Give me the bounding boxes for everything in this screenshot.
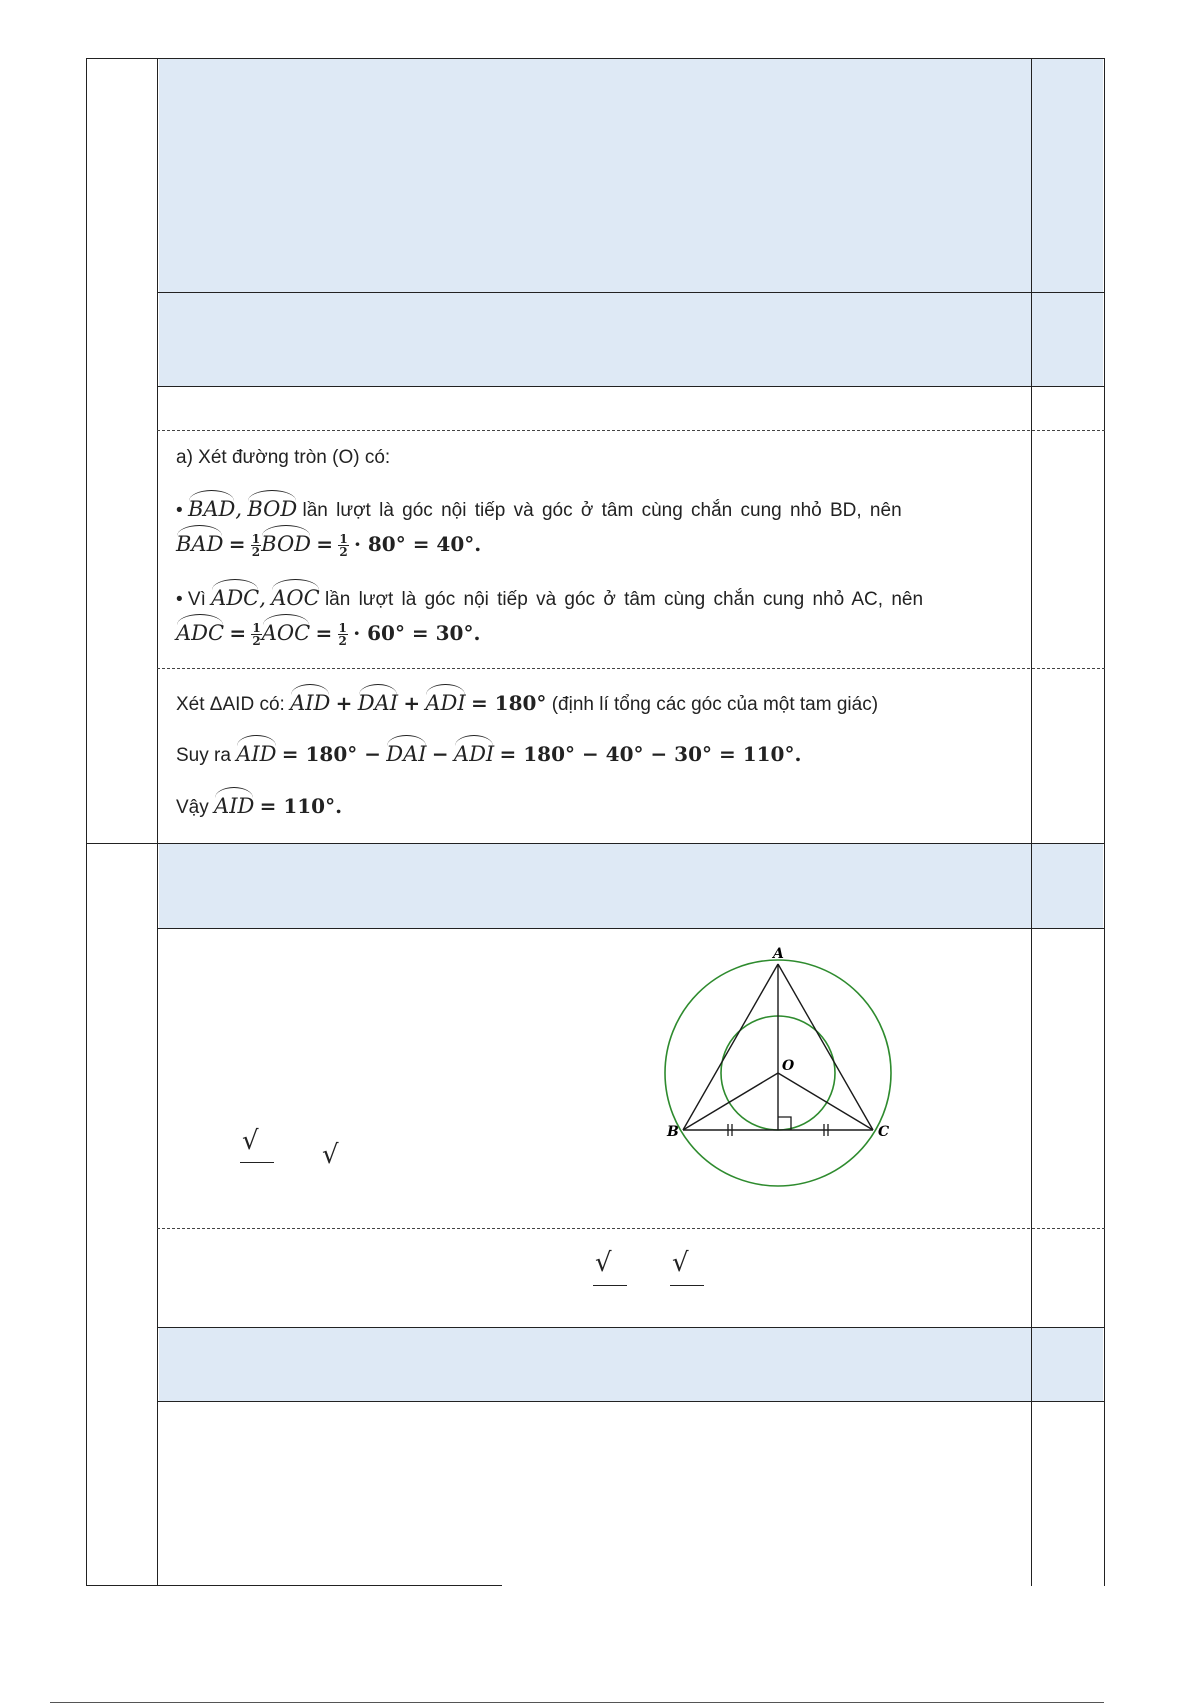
- angle-aid: AID: [236, 742, 277, 766]
- section-a-bullet-2: [176, 586, 923, 612]
- sqrt-symbol: √: [322, 1140, 339, 1170]
- separator: ,: [259, 586, 266, 610]
- section-a-equation-1: [176, 532, 481, 558]
- angle-bod: BOD: [247, 497, 298, 521]
- label-a: A: [773, 946, 784, 962]
- separator: ,: [235, 497, 243, 521]
- angle-adc: ADC: [176, 621, 225, 645]
- angle-bad: BAD: [187, 497, 236, 521]
- line-3-result: = 110°.: [259, 794, 343, 818]
- angle-aoc: AOC: [261, 621, 311, 645]
- fraction-half: $\frac{1}{2}$: [251, 532, 261, 560]
- row-blue-3: [159, 844, 1103, 928]
- label-c: C: [878, 1124, 890, 1140]
- row-divider-dashed: [157, 668, 1105, 669]
- radical-fraction: [670, 1250, 704, 1286]
- fraction-half: $\frac{1}{2}$: [338, 621, 347, 649]
- geometry-figure: [640, 940, 900, 1200]
- row-divider: [86, 843, 1105, 844]
- section-b-line-1: [176, 691, 878, 717]
- plus-sign: +: [335, 691, 353, 715]
- section-b-line-2: [176, 742, 801, 768]
- sqrt-symbol: √: [242, 1126, 259, 1156]
- angle-adi: ADI: [453, 742, 495, 766]
- row-divider: [157, 1401, 1105, 1402]
- row-divider: [157, 928, 1105, 929]
- angle-adi: ADI: [425, 691, 466, 715]
- segment-oc: [778, 1073, 873, 1130]
- row-divider: [157, 386, 1105, 387]
- label-b: B: [667, 1124, 679, 1140]
- bullet: •: [176, 500, 183, 521]
- equals-sign: =: [228, 532, 246, 556]
- row-divider: [157, 292, 1105, 293]
- plus-sign: +: [403, 691, 421, 715]
- sqrt-symbol: √: [595, 1248, 612, 1278]
- table-border-left: [86, 58, 87, 1586]
- angle-aid: AID: [214, 794, 255, 818]
- section-b-line-3: [176, 794, 342, 820]
- line-2-eq: = 180° −: [281, 742, 381, 766]
- equals-sign: =: [315, 621, 333, 645]
- angle-dai: DAI: [357, 691, 399, 715]
- equals-sign: =: [316, 532, 334, 556]
- angle-dai: DAI: [386, 742, 427, 766]
- line-1-prefix: Xét ΔAID có:: [176, 694, 285, 715]
- radical-fraction: [240, 1128, 274, 1164]
- row-blue-1: [159, 58, 1103, 292]
- bullet-1-text: lần lượt là góc nội tiếp và góc ở tâm cùng chắn cung nhỏ BD, nên: [302, 500, 902, 521]
- equation-2-result: · 60° = 30°.: [353, 621, 481, 645]
- row-divider-dashed: [157, 430, 1105, 431]
- table-column-divider-1: [157, 58, 158, 1586]
- table-column-divider-2: [1031, 58, 1032, 1586]
- line-2-prefix: Suy ra: [176, 745, 231, 766]
- equation-1-result: · 80° = 40°.: [353, 532, 482, 556]
- row-divider: [157, 1327, 1105, 1328]
- right-angle-mark: [778, 1117, 791, 1130]
- angle-bod: BOD: [261, 532, 311, 556]
- angle-aid: AID: [290, 691, 331, 715]
- section-a-equation-2: [176, 621, 480, 647]
- section-a-bullet-1: [176, 497, 972, 523]
- section-a-intro: a) Xét đường tròn (O) có:: [176, 447, 391, 468]
- line-1-note: (định lí tổng các góc của một tam giác): [551, 694, 879, 715]
- radical: [322, 1140, 339, 1170]
- row-blue-2: [159, 292, 1103, 386]
- row-blue-4: [159, 1327, 1103, 1401]
- fraction-half: $\frac{1}{2}$: [252, 621, 261, 649]
- angle-bad: BAD: [176, 532, 224, 556]
- angle-adc: ADC: [211, 586, 260, 610]
- row-divider-dashed: [157, 1228, 1105, 1229]
- bullet-2-text: lần lượt là góc nội tiếp và góc ở tâm cùng chắn cung nhỏ AC, nên: [324, 589, 924, 610]
- minus-sign: −: [431, 742, 449, 766]
- segment-ob: [683, 1073, 778, 1130]
- table-border-top: [86, 58, 1105, 59]
- fraction-half: $\frac{1}{2}$: [339, 532, 348, 560]
- line-3-prefix: Vậy: [176, 797, 209, 818]
- bullet-2-prefix: • Vì: [176, 589, 206, 610]
- table-border-bottom-left: [86, 1585, 502, 1586]
- label-o: O: [782, 1058, 795, 1074]
- line-1-equals: = 180°: [470, 691, 547, 715]
- line-2-result: = 180° − 40° − 30° = 110°.: [499, 742, 802, 766]
- sqrt-symbol: √: [672, 1248, 689, 1278]
- radical-fraction: [593, 1250, 627, 1286]
- angle-aoc: AOC: [271, 586, 320, 610]
- table-border-right: [1104, 58, 1105, 1586]
- equals-sign: =: [229, 621, 247, 645]
